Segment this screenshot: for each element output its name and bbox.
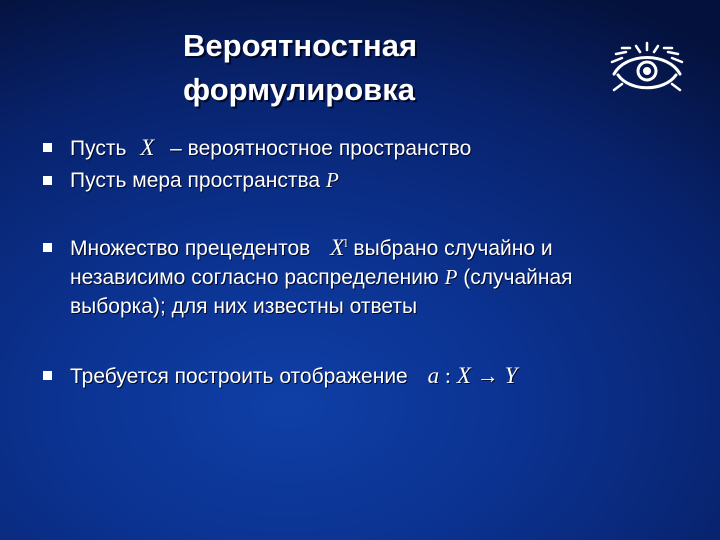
bullet-text: Пусть мера пространства	[70, 169, 321, 192]
bullet-text-line-2-after: (случайная	[463, 266, 573, 289]
bullet-text: Множество прецедентов	[70, 237, 311, 260]
math-a: a	[427, 363, 440, 388]
bullet-item-precedents	[70, 233, 573, 321]
math-x: X	[456, 363, 471, 388]
slide-title-line-1: Вероятностная	[183, 28, 418, 63]
math-colon: :	[444, 363, 452, 388]
bullet-text-after: – вероятностное пространство	[170, 137, 472, 160]
bullet-text: Требуется построить отображение	[70, 365, 408, 388]
math-y: Y	[504, 363, 518, 388]
bullet-text: Пусть	[70, 137, 127, 160]
square-bullet-icon	[43, 176, 52, 185]
math-arrow: →	[476, 363, 499, 388]
square-bullet-icon	[43, 371, 52, 380]
bullet-item-sample-space	[70, 133, 471, 163]
bullet-text-after: выбрано случайно и	[353, 237, 553, 260]
slide-title-line-2: формулировка	[183, 72, 415, 107]
math-sup-l: l	[344, 236, 348, 250]
bullet-item-measure	[70, 166, 339, 195]
bullet-text-line-3: выборка); для них известны ответы	[70, 295, 418, 318]
math-mapping	[428, 365, 518, 388]
math-p: P	[325, 168, 339, 192]
bullet-item-mapping	[70, 361, 517, 391]
math-x-l	[330, 235, 347, 260]
math-x: X	[140, 135, 155, 160]
math-p: P	[444, 265, 458, 289]
square-bullet-icon	[43, 243, 52, 252]
bullet-text-line-2: независимо согласно распределению	[70, 266, 439, 289]
square-bullet-icon	[43, 143, 52, 152]
math-x: X	[330, 235, 345, 260]
